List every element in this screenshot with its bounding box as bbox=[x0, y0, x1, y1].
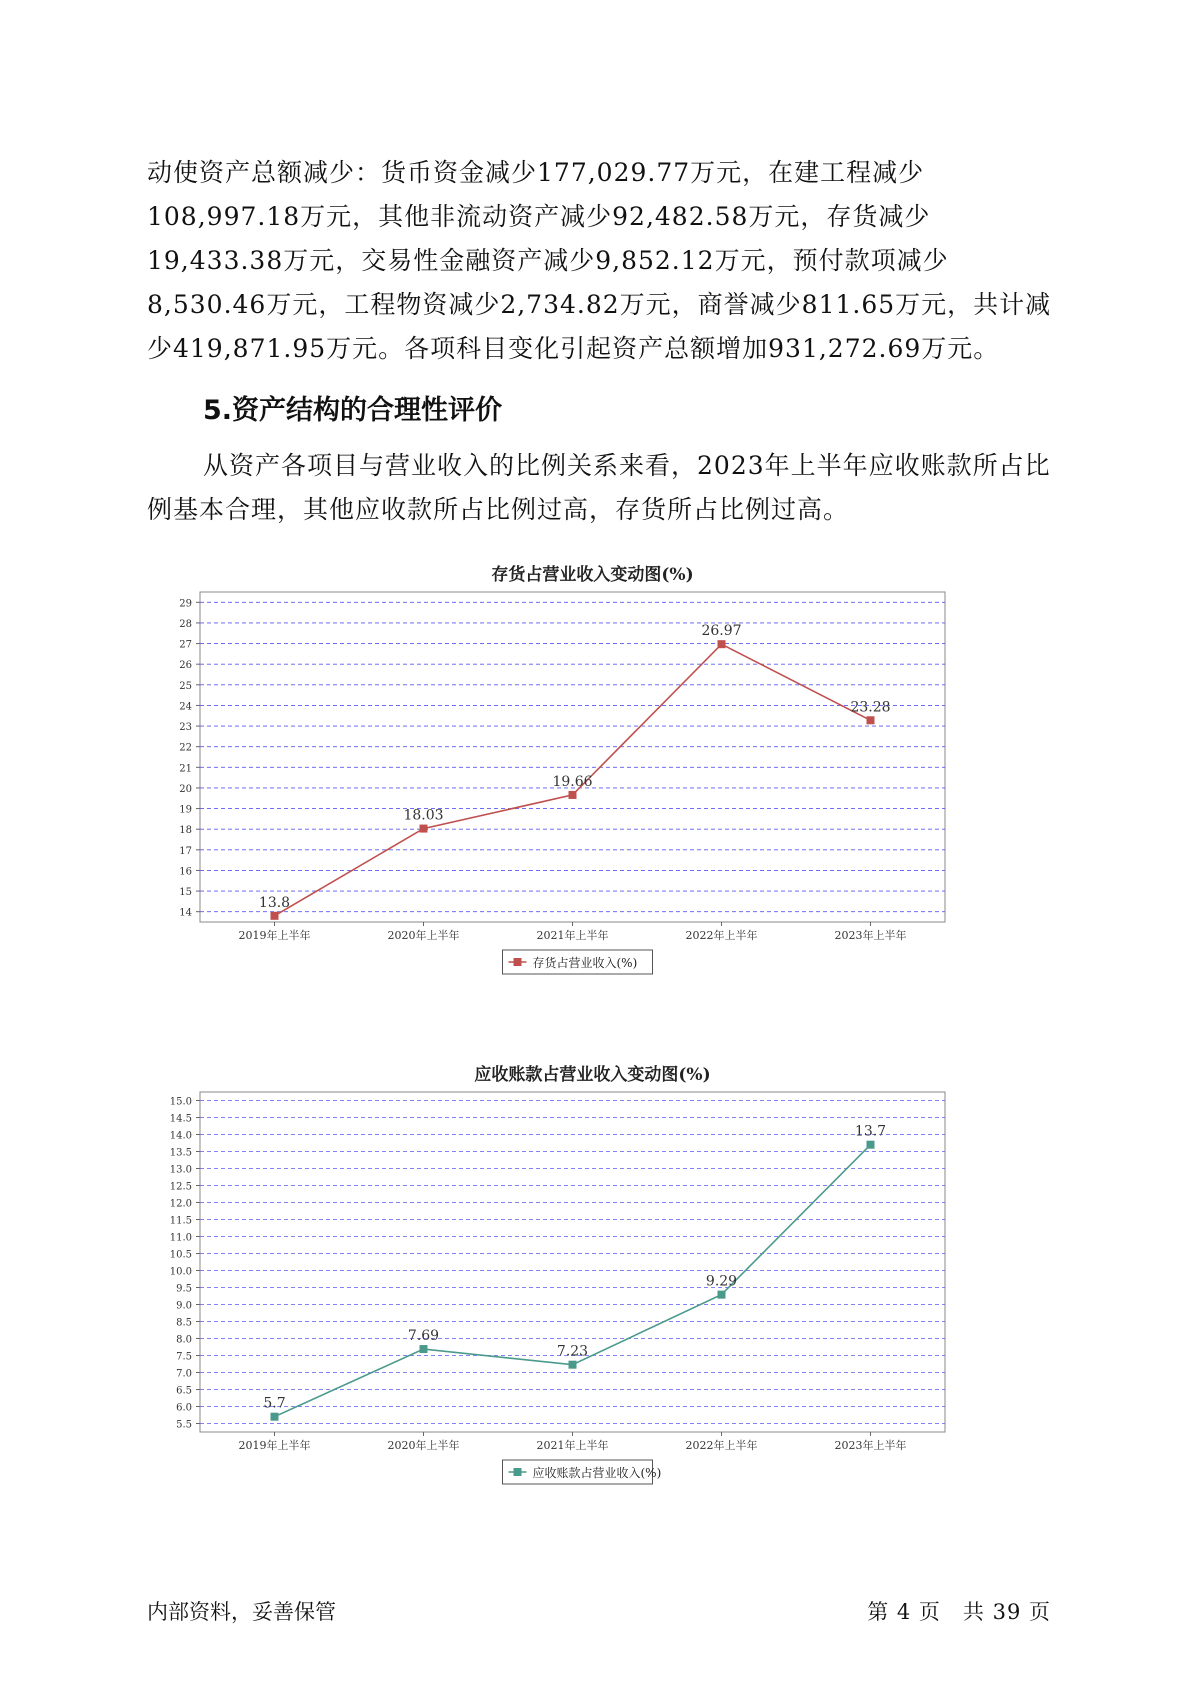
data-point bbox=[867, 1141, 875, 1149]
data-point bbox=[420, 825, 428, 833]
y-tick-label: 6.5 bbox=[176, 1385, 192, 1397]
y-tick-label: 8.5 bbox=[176, 1317, 192, 1329]
y-tick-label: 25 bbox=[179, 680, 192, 692]
data-label: 18.03 bbox=[403, 807, 444, 824]
legend-marker bbox=[514, 1468, 522, 1476]
y-tick-label: 13.0 bbox=[169, 1164, 192, 1176]
data-label: 5.7 bbox=[263, 1395, 286, 1412]
data-point bbox=[569, 1361, 577, 1369]
x-tick-label: 2019年上半年 bbox=[238, 929, 311, 942]
x-tick-label: 2020年上半年 bbox=[387, 1439, 460, 1452]
chart-title: 存货占营业收入变动图(%) bbox=[491, 565, 694, 585]
y-tick-label: 14.0 bbox=[169, 1130, 192, 1142]
y-tick-label: 7.0 bbox=[176, 1368, 192, 1380]
plot-area bbox=[200, 592, 945, 922]
y-tick-label: 9.0 bbox=[176, 1300, 192, 1312]
y-tick-label: 6.0 bbox=[176, 1402, 192, 1414]
inventory-ratio-chart bbox=[150, 562, 1050, 1022]
x-tick-label: 2021年上半年 bbox=[536, 929, 609, 942]
y-tick-label: 21 bbox=[179, 763, 192, 775]
data-label: 13.7 bbox=[854, 1123, 887, 1140]
legend-label: 存货占营业收入(%) bbox=[532, 956, 638, 970]
data-point bbox=[420, 1345, 428, 1353]
chart-title: 应收账款占营业收入变动图(%) bbox=[474, 1065, 711, 1085]
section-heading: 5.资产结构的合理性评价 bbox=[203, 395, 503, 426]
data-point bbox=[271, 1413, 279, 1421]
y-tick-label: 17 bbox=[179, 845, 192, 857]
body-paragraph-asset-decrease: 动使资产总额减少：货币资金减少177,029.77万元，在建工程减少108,997.18万元，其他非流动资产减少92,482.58万元，存货减少19,433.38万元，交易性金融资产减少9,852.12万元，预付款项减少8,530.46万元，工程物资减少2,734.82万元，商誉减少811.65万元，共计减少419,871.95万元。各项科目变化引起资产总额增加931,272.69万元。 bbox=[147, 158, 1052, 363]
x-tick-label: 2022年上半年 bbox=[685, 929, 758, 942]
data-label: 7.23 bbox=[556, 1343, 589, 1360]
data-point bbox=[569, 791, 577, 799]
receivables-ratio-chart bbox=[150, 1062, 1050, 1532]
footer-page-number: 第 4 页 共 39 页 bbox=[867, 1600, 1051, 1624]
y-tick-label: 19 bbox=[179, 804, 192, 816]
y-tick-label: 15 bbox=[179, 887, 192, 899]
y-tick-label: 11.5 bbox=[169, 1215, 192, 1227]
y-tick-label: 7.5 bbox=[176, 1351, 192, 1363]
y-tick-label: 12.0 bbox=[169, 1198, 192, 1210]
x-tick-label: 2020年上半年 bbox=[387, 929, 460, 942]
data-label: 26.97 bbox=[701, 623, 742, 640]
data-point bbox=[867, 716, 875, 724]
y-tick-label: 14 bbox=[179, 907, 192, 919]
y-tick-label: 5.5 bbox=[176, 1419, 192, 1431]
y-tick-label: 29 bbox=[179, 598, 192, 610]
y-tick-label: 24 bbox=[179, 701, 192, 713]
x-tick-label: 2019年上半年 bbox=[238, 1439, 311, 1452]
x-tick-label: 2023年上半年 bbox=[834, 1439, 907, 1452]
y-tick-label: 12.5 bbox=[169, 1181, 192, 1193]
legend-marker bbox=[514, 958, 522, 966]
x-tick-label: 2021年上半年 bbox=[536, 1439, 609, 1452]
y-tick-label: 18 bbox=[179, 825, 192, 837]
y-tick-label: 14.5 bbox=[169, 1113, 192, 1125]
data-label: 7.69 bbox=[407, 1328, 440, 1345]
y-tick-label: 20 bbox=[179, 783, 192, 795]
legend-label: 应收账款占营业收入(%) bbox=[532, 1466, 662, 1480]
data-label: 23.28 bbox=[850, 699, 891, 716]
y-tick-label: 9.5 bbox=[176, 1283, 192, 1295]
y-tick-label: 8.0 bbox=[176, 1334, 192, 1346]
x-tick-label: 2022年上半年 bbox=[685, 1439, 758, 1452]
y-tick-label: 27 bbox=[179, 639, 192, 651]
data-point bbox=[718, 640, 726, 648]
data-point bbox=[271, 912, 279, 920]
y-tick-label: 10.0 bbox=[169, 1266, 192, 1278]
y-tick-label: 13.5 bbox=[169, 1147, 192, 1159]
body-paragraph-ratio-evaluation: 从资产各项目与营业收入的比例关系来看，2023年上半年应收账款所占比例基本合理，其他应收款所占比例过高，存货所占比例过高。 bbox=[147, 451, 1051, 524]
footer-confidential-note: 内部资料，妥善保管 bbox=[147, 1600, 336, 1624]
y-tick-label: 10.5 bbox=[169, 1249, 192, 1261]
data-label: 9.29 bbox=[705, 1273, 738, 1290]
y-tick-label: 26 bbox=[179, 660, 192, 672]
plot-area bbox=[200, 1092, 945, 1432]
y-tick-label: 23 bbox=[179, 722, 192, 734]
data-label: 13.8 bbox=[258, 894, 291, 911]
data-point bbox=[718, 1291, 726, 1299]
y-tick-label: 11.0 bbox=[169, 1232, 192, 1244]
y-tick-label: 15.0 bbox=[169, 1096, 192, 1108]
data-label: 19.66 bbox=[552, 773, 593, 790]
y-tick-label: 28 bbox=[179, 618, 192, 630]
x-tick-label: 2023年上半年 bbox=[834, 929, 907, 942]
y-tick-label: 16 bbox=[179, 866, 192, 878]
y-tick-label: 22 bbox=[179, 742, 192, 754]
